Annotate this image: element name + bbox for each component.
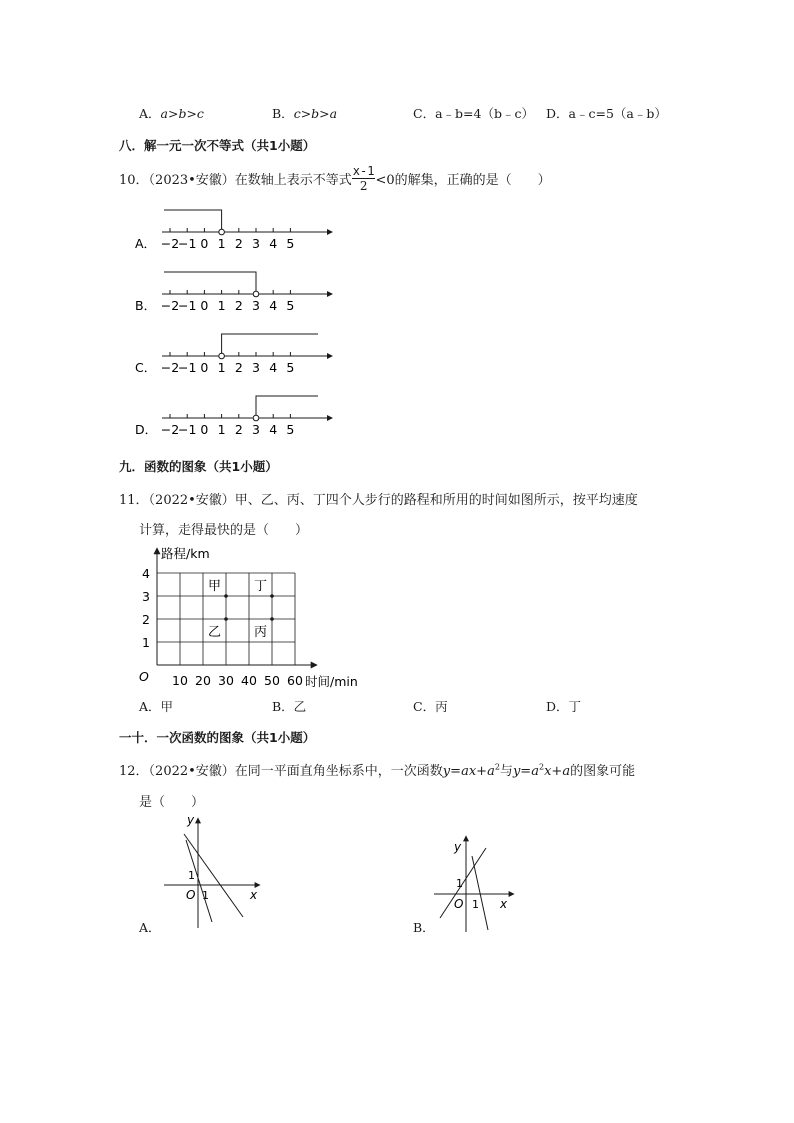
number-line-tick-label: 0: [200, 422, 209, 437]
number-line-tick-label: 2: [234, 422, 243, 437]
q11-line-2: 计算，走得最快的是（ ）: [139, 523, 309, 538]
q11-option-d: D．丁: [546, 699, 582, 714]
number-line-tick-label: −1: [177, 236, 197, 251]
section-10-title: 一十．一次函数的图象（共1小题）: [119, 730, 316, 745]
number-line-tick-label: 1: [217, 360, 226, 375]
number-line-option-2: [135, 272, 333, 313]
number-line-tick-label: 2: [234, 236, 243, 251]
data-point-label: 乙: [207, 625, 222, 640]
q10-number-lines: [135, 202, 345, 442]
number-line-tick-label: 3: [252, 236, 260, 251]
solution-ray: [222, 334, 318, 353]
number-line-tick-label: 4: [269, 298, 278, 313]
q10-stem: [119, 163, 551, 199]
number-line-tick-label: −2: [160, 236, 180, 251]
boundary-point: [253, 415, 259, 421]
number-line-tick-label: −2: [160, 422, 180, 437]
data-point-label: 甲: [207, 579, 222, 594]
data-point-丁: [270, 594, 274, 598]
number-line-tick-label: 2: [234, 360, 243, 375]
number-line-tick-label: 5: [286, 360, 295, 375]
q12a-y-label: y: [187, 813, 195, 827]
q12-graph-b: [430, 826, 530, 936]
q9-option-c-expr: a﹣b=4（b﹣c）: [435, 106, 534, 121]
q9-option-a: [139, 104, 204, 122]
x-tick-label: 50: [264, 673, 280, 688]
q9-option-a-label: A．: [139, 106, 161, 121]
solution-ray: [256, 396, 318, 415]
q10-frac-num: x-1: [352, 164, 375, 178]
number-line-option-label: D．: [135, 422, 158, 437]
x-tick-label: 60: [287, 673, 303, 688]
number-line-arrow: [327, 291, 333, 297]
number-line-tick-label: 0: [200, 360, 209, 375]
number-line-tick-label: 3: [252, 422, 260, 437]
q11-line-1: 11．（2022•安徽）甲、乙、丙、丁四个人步行的路程和所用的时间如图所示，按平均速度: [119, 493, 638, 508]
number-line-tick-label: 5: [286, 298, 295, 313]
number-line-tick-label: 5: [286, 236, 295, 251]
number-line-tick-label: 5: [286, 422, 295, 437]
number-line-tick-label: 3: [252, 360, 260, 375]
q12-prefix: 12．（2022•安徽）在同一平面直角坐标系中，一次函数: [119, 764, 443, 779]
q9-option-d-expr: a﹣c=5（a﹣b）: [568, 106, 667, 121]
q12b-line-2: [472, 856, 488, 930]
number-line-option-label: B．: [135, 298, 157, 313]
boundary-point: [219, 353, 225, 359]
data-point-label: 丁: [253, 579, 268, 594]
q12a-tick-x: 1: [202, 889, 209, 902]
boundary-point: [253, 291, 259, 297]
boundary-point: [219, 229, 225, 235]
q12b-origin: O: [454, 897, 464, 911]
q12b-tick-y: 1: [456, 877, 463, 890]
q10-suffix: <0的解集，正确的是（ ）: [375, 173, 551, 188]
number-line-option-label: C．: [135, 360, 157, 375]
q9-option-b-label: B．: [272, 106, 294, 121]
number-line-tick-label: −1: [177, 422, 197, 437]
number-line-tick-label: 1: [217, 298, 226, 313]
number-line-option-4: [135, 396, 333, 437]
number-line-tick-label: 4: [269, 360, 278, 375]
q12-graph-a: [160, 812, 270, 932]
q12-line-2: 是（ ）: [139, 795, 205, 810]
y-axis-label: 路程/km: [161, 546, 210, 561]
section-8-title: 八．解一元一次不等式（共1小题）: [119, 138, 316, 153]
number-line-option-1: [135, 210, 333, 251]
q12b-tick-x: 1: [472, 898, 479, 911]
data-point-甲: [224, 594, 228, 598]
data-point-乙: [224, 617, 228, 621]
q11-option-c: C．丙: [413, 699, 448, 714]
x-axis-label: 时间/min: [305, 674, 358, 689]
solution-ray: [164, 210, 222, 229]
q10-frac-den: 2: [359, 179, 368, 193]
q9-option-b-expr: c>b>a: [293, 106, 338, 121]
q9-option-c-label: C．: [413, 106, 436, 121]
q12a-x-label: x: [250, 888, 258, 902]
q12a-origin: O: [186, 888, 196, 902]
q9-option-a-expr: a>b>c: [160, 106, 204, 121]
data-point-label: 丙: [253, 625, 268, 640]
q11-option-a: A．甲: [139, 699, 174, 714]
q11-graph: [135, 540, 385, 690]
q10-fraction: [352, 164, 376, 193]
number-line-option-3: [135, 334, 333, 375]
q9-option-b: [272, 104, 337, 122]
x-tick-label: 40: [241, 673, 257, 688]
number-line-option-label: A．: [135, 236, 157, 251]
y-tick-label: 1: [142, 635, 150, 650]
number-line-tick-label: −2: [160, 298, 180, 313]
number-line-tick-label: 4: [269, 236, 278, 251]
q12b-y-label: y: [454, 840, 462, 854]
solution-ray: [164, 272, 256, 291]
q9-option-d: [546, 104, 667, 122]
q12-func-2: y: [512, 764, 521, 779]
q12-graph-a-label: A．: [139, 920, 161, 935]
data-point-丙: [270, 617, 274, 621]
origin-label: O: [139, 669, 149, 684]
number-line-tick-label: 3: [252, 298, 260, 313]
number-line-tick-label: 1: [217, 236, 226, 251]
number-line-arrow: [327, 353, 333, 359]
section-9-title: 九．函数的图象（共1小题）: [119, 459, 278, 474]
q9-option-c: [413, 104, 534, 122]
number-line-tick-label: 0: [200, 236, 209, 251]
y-tick-label: 2: [142, 612, 150, 627]
number-line-tick-label: −2: [160, 360, 180, 375]
x-tick-label: 10: [172, 673, 188, 688]
q10-prefix: 10．（2023•安徽）在数轴上表示不等式: [119, 173, 352, 188]
number-line-tick-label: 0: [200, 298, 209, 313]
number-line-tick-label: −1: [177, 360, 197, 375]
q12-graph-b-label: B．: [413, 920, 435, 935]
q12a-tick-y: 1: [188, 869, 195, 882]
number-line-tick-label: 2: [234, 298, 243, 313]
q12b-x-label: x: [500, 897, 508, 911]
y-tick-label: 3: [142, 589, 150, 604]
x-tick-label: 30: [218, 673, 234, 688]
y-tick-label: 4: [142, 566, 150, 581]
q11-option-b: B．乙: [272, 699, 307, 714]
number-line-tick-label: 4: [269, 422, 278, 437]
q9-option-d-label: D．: [546, 106, 569, 121]
number-line-arrow: [327, 415, 333, 421]
number-line-tick-label: 1: [217, 422, 226, 437]
number-line-arrow: [327, 229, 333, 235]
q12-line-1: 12．（2022•安徽）在同一平面直角坐标系中，一次函数$y=ax+a^2$与$y=a^2x+a$的图象可能: [119, 762, 636, 779]
x-tick-label: 20: [195, 673, 211, 688]
number-line-tick-label: −1: [177, 298, 197, 313]
q12-func-1: y: [442, 764, 451, 779]
